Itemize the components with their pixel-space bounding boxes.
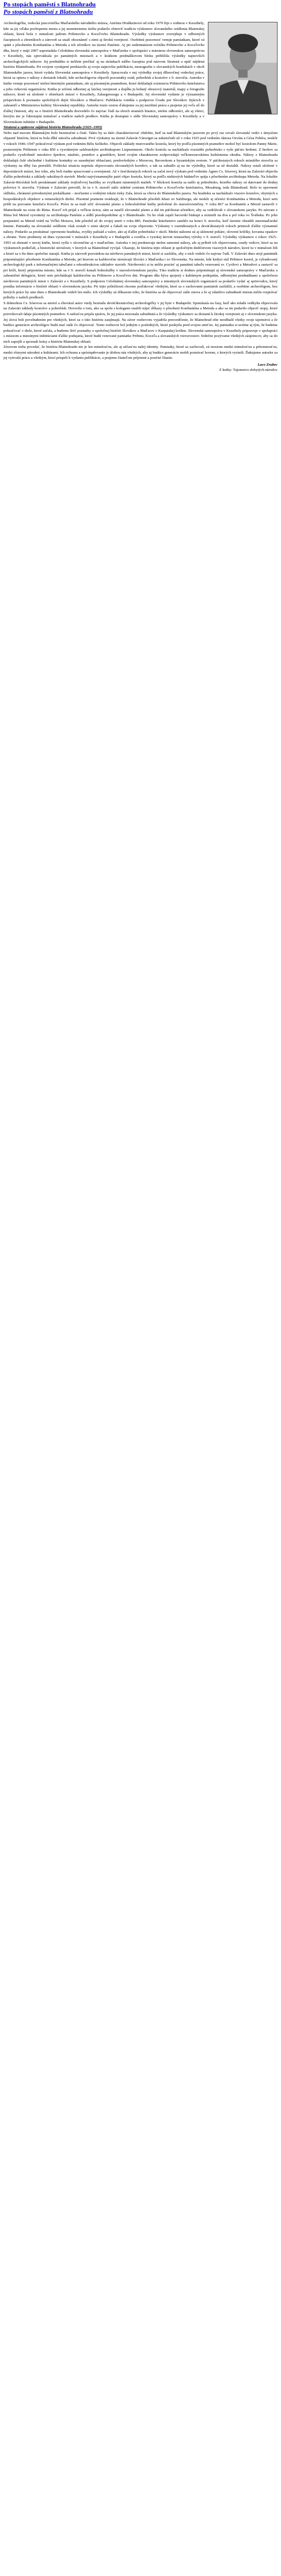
author-name: Laco Zrubec [257, 362, 278, 367]
breadcrumb-link-1[interactable]: Po stopách paměstí s Blatnohradu [3, 1, 96, 8]
portrait-image [208, 22, 277, 114]
article-paragraph: Nebo nad morom Blatenským bolo bezmračné a čisté. Takto by sa dalo charakterizovať obdobie, keď sa nad Blatenským jazerom po prvý raz ozvali slovanskí vedci s úmyslom objasniť históriu, ktorá tu bola dlhé stáročia zabudnutá. Prvé výskumy na území Zalavár-Vársziget sa uskutočnili už v roku 1925 pod vedením Jánosa Ozváta a Géza Fehéra, neskôr v rokoch 1946–1947 pokračoval výskum pod vedením Bélu Szőkeho. Objavili základy murovaného kostola, ktorý by podľa písomných prameňov mohol byť kostolom Panny Márie, postaveným Pribinom v roku 850 a vysväteným salzburským arcibiskupom Liuprammom. Okolo kostola sa nachádzalo rozsiahle pohrebisko s vyše päťsto hrobmi. Z hrobov sa podarilo vyzdvihnúť množstvo šperkov, náušníc, prsteňov a gombíkov, ktoré svojím charakterom zodpovedajú veľkomoravskému kultúrnemu okruhu. Nálezy z Blatnohradu dokladajú čulé obchodné i kultúrne kontakty so susednými oblasťami, predovšetkým s Moravou, Bavorskom a byzantským svetom. V päťdesiatych rokoch minulého storočia sa výskumy na dlhý čas prerušili. Politická situácia nepriala objavovaniu slovanských koreňov, a tak sa zabudlo aj na tie výsledky, ktoré sa už dosiahli. Nálezy ostali uložené v depozitároch múzeí, bez toho, aby boli riadne spracované a zverejnené. Až v šesťdesiatych rokoch sa začal nový výskum pod vedením Ágnes Cs. Sósovej, ktorá na Zalavári objavila ďalšie pohrebiská a základy sakrálnych stavieb. Medzi najvýznamnejšie patrí objav kostola, ktorý sa podľa niektorých bádateľov spája s pôsobením arcibiskupa Metoda. Na lokalite Zalavár-Récéskút boli preskúmané základy trojloďovej baziliky so zvyškami nástenných malieb. V blízkosti kostola sa našlo aj pohrebisko, ktorého nálezy sú datované do druhej polovice 9. storočia. Výskum v Zalavári potvrdil, že tu v 9. storočí stálo sídelné centrum Pribinovho a Koceľovho kniežatstva, Mosaburg, teda Blatnohrad. Bolo to opevnené sídlisko, chránené prirodzenými prekážkami – močiarmi a vodnými tokmi rieky Zala, ktorá sa vlieva do Blatenského jazera. Na hradisku sa nachádzalo viacero kostolov, obytných a hospodárskych objektov a remeselných dielní. Písomné pramene uvádzajú, že v Blatnohrade pôsobili kňazi zo Salzburgu, ale neskôr aj učeníci Konštantína a Metoda, ktorí sem prišli na pozvanie kniežaťa Koceľa. Práve tu sa mali učiť slovanské písmo a bohoslužobné knihy preložené do staroslovienčiny. V roku 867 sa Konštantín a Metod zastavili v Blatnohrade na ceste do Ríma. Koceľ ich prijal s veľkou úctou, sám sa naučil slovanské písmo a dal im päťdesiat učeníkov, aby sa vzdelávali v slovanskom jazyku. Po návrate z Ríma bol Metod vysvätený za arcibiskupa Panónie a sídlil pravdepodobne aj v Blatnohrade. Tu ho však zajali bavorskí biskupi a uväznili na dva a pol roka vo Švábsku. Po jeho prepustení sa Metod vrátil na Veľkú Moravu, kde pôsobil až do svojej smrti v roku 885. Panónske kniežatstvo zaniklo na konci 9. storočia, keď územie obsadili staromaďarské kmene. Pamiatky na slovanské osídlenie však zostali v zemi ukryté a čakali na svoje objavenie. Výskumy v osemdesiatych a deväťdesiatych rokoch priniesli ďalšie významné nálezy. Podarilo sa preskúmať opevnenie hradiska, zvyšky palisád a valov, ako aj ďalšie pohrebiská v okolí. Medzi nálezmi sú aj sklenené poháre, olovené krížiky, kovania opaskov a zbrane. Tieto predmety sú dnes vystavené v múzeách v Keszthely a v Budapešti a svedčia o vysokej úrovni remeselnej výroby v 9. storočí. Výsledky výskumov z rokov 1925–1993 sú zhrnuté v novej knihe, ktorá vyšla v slovenčine aj v maďarčine. Autorka v nej predstavuje nielen samotné nálezy, ale aj príbeh ich objavovania, osudy vedcov, ktorí sa na výskumoch podieľali, a historické súvislosti, v ktorých sa Blatnohrad vyvíjal. Ukazuje, že história tejto oblasti je spoločným dedičstvom viacerých národov, ktoré tu v minulosti žili a ktoré sa o ňu dnes spoločne starajú. Kniha je zároveň pozvánkou na návštevu pamätných miest, ktoré si zaslúžia, aby o nich vedelo čo najviac ľudí. V Zalavári dnes stojí pamätník pripomínajúci pôsobenie Konštantína a Metoda, pri ktorom sa každoročne stretávajú Slováci z Maďarska i zo Slovenska. Na mieste, kde kedysi stál Pribinov kostol, je vybudovaný archeologický park s informačnými tabuľami a rekonštrukciou základov stavieb. Návštevníci si tu môžu pozrieť aj pamätnú tabuľu venovanú sv. Cyrilovi a Metodovi a zastaviť sa pri kríži, ktorý pripomína miesto, kde sa v 9. storočí konali bohoslužby v staroslovienskom jazyku. Túto tradíciu si dodnes pripomínajú aj slovenské samosprávy v Maďarsku a zahraničné delegácie, ktoré sem prichádzajú každoročne na Pribinove a Koceľove dni. Program dňa býva spojený s kultúrnym podujatím, odbornými prednáškami a spoločnou návštevou pamätných miest v Zalavári a v Keszthely. S podporou Celoštátnej slovenskej samosprávy a miestnych slovenských organizácií sa podarilo vydať aj sprievodcu, ktorý ponúka informácie o histórii oblasti v slovenskom jazyku. Pri tejto príležitosti chceme poďakovať všetkým, ktorí sa o zachovanie pamiatok zaslúžili, a osobitne archeológom, bez ktorých práce by sme dnes o Blatnohrade vedeli len málo. Ich výsledky sú dôkazom toho, že história sa dá objavovať stále znova a že aj zdanlivo zabudnuté miesta môžu rozprávať príbehy o našich predkoch. [3, 131, 278, 300]
source-caption: Z knihy: Tajomstvo dobytých národov [219, 368, 278, 373]
signature-block [3, 362, 278, 373]
section-heading: Stratená a opätovne nájdená história Blatnohradu (1925–1993) [3, 125, 102, 130]
article-body [3, 21, 278, 373]
article-paragraph: Záverom treba povedať, že história Blatnohradu nie je len minulosťou, ale aj súčasťou našej identity. Pamiatky, ktoré sa zachovali, sú mostom medzi minulosťou a prítomnosťou, medzi rôznymi národmi a kultúrami. Ich ochrana a sprístupňovanie je úlohou nás všetkých, aby aj budúce generácie mohli poznávať korene, z ktorých vyrástli. Ďakujeme autorke za jej vytrvalú prácu a všetkým, ktorí prispeli k vydaniu publikácie, a prajeme čitateľom príjemné a poučné čítanie. [3, 345, 278, 361]
article-paragraph: Archeologička, vedecká pracovníčka Maďarského národného múzea, Antónia Hruškeinová od roku 1979 žije s rodinou v Keszthely, kde sa jej vďaka pochopeniu mesta a jej nesmiernemu úsiliu podarilo obnoviť tradíciu výskumov slovanského osídlenia Blatenskej oblasti, ktorá bola v minulosti jadrom Pribinovho a Koceľovho Blatnohradu. Výsledky výskumov zverejňuje v odborných časopisoch a zborníkoch a zároveň sa snaží oboznámiť s nimi aj širokú verejnosť. Osobitnú pozornosť venuje pamiatkam, ktoré sú späté s pôsobením Konštantína a Metoda a ich učeníkov na území Panónie. Aj pri sedemnástom ročníku Pribinovho a Koceľovho dňa, ktorý v máji 2007 usporiadala Celoštátna slovenská samospráva v Maďarsku v spolupráci s miestnou slovenskou samosprávou v Keszthely, nás sprevádzala po pamätných miestach a v krátkom prednáškovom bloku priblížila výsledky najnovších archeologických nálezov. Jej prednášku si môžete prečítať aj na stránkach nášho časopisu pod názvom Stratená a opäť nájdená história Blatnohradu. Pri svojom vystúpení predstavila aj svoju najnovšiu publikáciu, monografiu o slovanských hradiskách v okolí Blatenského jazera, ktorú vydala Slovenská samospráva v Keszthely. Spracovala v nej výsledky svojej dlhoročnej vedeckej práce, ktorá sa opiera o nálezy z desiatok lokalít, kde archeológovia objavili pozostatky osád, pohrebísk a kostolov z 9. storočia. Autorka v knihe venuje pozornosť nielen hmotným pamiatkam, ale aj písomným prameňom, ktoré dokladajú existenciu Pribinovho kniežatstva a jeho cirkevnú organizáciu. Kniha je určená odbornej aj laickej verejnosti a dopĺňa ju bohatý obrazový materiál, mapy a fotografie nálezov, ktoré sú uložené v zbierkach múzeí v Keszthely, Zalaegerszegu a v Budapešti. Jej slovenské vydanie je významným príspevkom k poznaniu spoločných dejín Slovákov a Maďarov. Publikácia vznikla s podporou Úradu pre Slovákov žijúcich v zahraničí a Ministerstva kultúry Slovenskej republiky. Autorke touto cestou ďakujeme za jej nezištnú prácu a prajeme jej veľa síl do ďalšej činnosti, aby sa o histórii Blatnohradu dozvedelo čo najviac ľudí na oboch stranách hranice, nielen odborníci, ale aj všetci, ktorým nie je ľahostajná minulosť a tradície našich predkov. Kniha je dostupná v sídle Slovenskej samosprávy v Keszthely a v Slovenskom inštitúte v Budapešti. [3, 21, 204, 124]
breadcrumb-link-2[interactable]: Po stopách paměstí z Blatnohradu [3, 9, 93, 16]
article-paragraph: S doktorkou Cs. Sósovou sa stretol a zhováral autor vtedy bezmála deväťdesiatročnej archeologičky v jej byte v Budapešti. Spomínala na časy, keď ako mladá vedkyňa objavovala na Zalavári základy kostolov a pohrebísk. Hovorila o tom, ako sa spolu s kolegami snažili nájsť dôkazy o pôsobení Konštantína a Metoda a ako sa im podarilo objaviť stopy, ktoré potvrdzovali údaje písomných prameňov. S radosťou prijala správu, že jej práca nezostala zabudnutá a že výsledky výskumov sa dostanú k širokej verejnosti aj v slovenskom jazyku. Jej slová boli povzbudením pre všetkých, ktorí sa o túto históriu zaujímajú. Na záver rozhovoru vyjadrila presvedčenie, že Blatnohrad ešte neodhalil všetky svoje tajomstvá a že budúce generácie archeológov budú mať stále čo objavovať. Tento rozhovor bol jedným z posledných, ktoré poskytla pred svojou smrťou. Jej pamiatku si uctíme aj tým, že budeme pokračovať v diele, ktoré začala, a budeme šíriť poznatky o spoločnej histórii Slovákov a Maďarov v Karpatskej kotline. Slovenská samospráva v Keszthely pripravuje v spolupráci s múzeom a miestnymi inštitúciami ďalšie podujatia, ktoré budú venované pamiatke Pribinu, Koceľa a slovanských vierozvestov. Srdečne pozývame všetkých záujemcov, aby sa do nich zapojili a spoznali krásy a históriu Blatenskej oblasti. [3, 301, 278, 344]
author-portrait-photo [208, 22, 278, 114]
